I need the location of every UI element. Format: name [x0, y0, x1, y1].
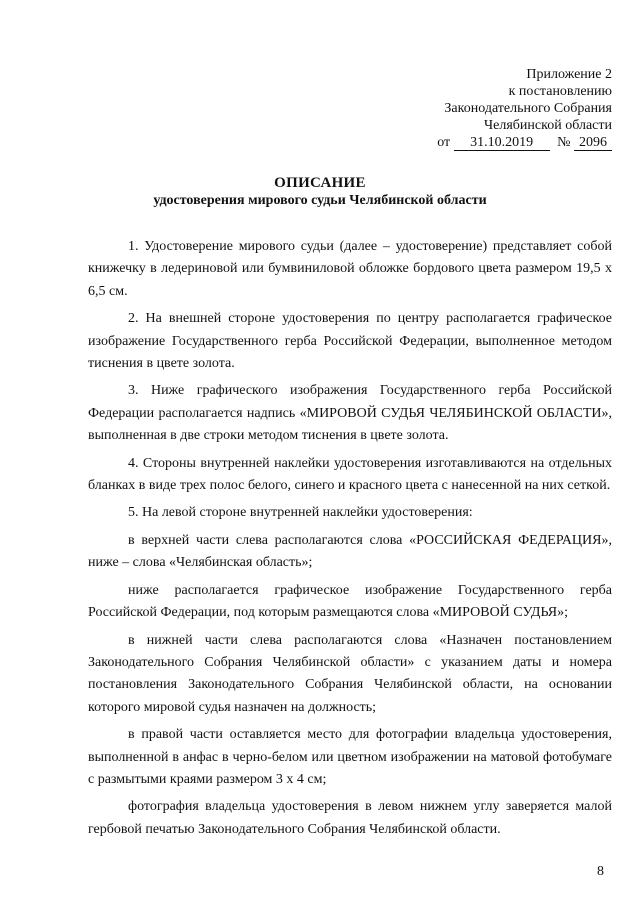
- paragraph-2: 2. На внешней стороне удостоверения по центру располагается графическое изображение Государственного герба Российской Федерации, выполненное методом тиснения в цвете золота.: [88, 311, 612, 372]
- paragraph-7: ниже располагается графическое изображение Государственного герба Российской Федерации, под которым размещаются слова «МИРОВОЙ СУДЬЯ»;: [88, 582, 612, 621]
- date-prefix: от: [437, 135, 451, 150]
- resolution-date: 31.10.2019: [454, 136, 550, 151]
- appendix-line-1: Приложение 2: [526, 67, 612, 82]
- paragraph-6: в верхней части слева располагаются слова «РОССИЙСКАЯ ФЕДЕРАЦИЯ», ниже – слова «Челябинская область»;: [88, 532, 612, 571]
- appendix-header: [392, 66, 612, 151]
- document-subtitle: удостоверения мирового судьи Челябинской области: [153, 193, 487, 208]
- resolution-date-line: [392, 134, 612, 151]
- paragraph-5: 5. На левой стороне внутренней наклейки удостоверения:: [128, 505, 473, 521]
- paragraph-3: 3. Ниже графического изображения Государственного герба Российской Федерации располагается надпись «МИРОВОЙ СУДЬЯ ЧЕЛЯБИНСКОЙ ОБЛАСТИ», выполненная в две строки методом тиснения в цвете золота.: [88, 383, 612, 444]
- paragraph-10: фотография владельца удостоверения в левом нижнем углу заверяется малой гербовой печатью Законодательного Собрания Челябинской области.: [88, 799, 612, 837]
- appendix-line-4: Челябинской области: [484, 118, 612, 133]
- paragraph-9: в правой части оставляется место для фотографии владельца удостоверения, выполненной в анфас в черно-белом или цветном изображении на матовой фотобумаге с размытыми краями размером 3 х 4 см;: [88, 727, 612, 787]
- document-body: [88, 236, 612, 846]
- appendix-line-2: к постановлению: [508, 84, 612, 99]
- document-title: ОПИСАНИЕ: [274, 175, 366, 191]
- paragraph-1: 1. Удостоверение мирового судьи (далее – удостоверение) представляет собой книжечку в ледериновой или бумвиниловой обложке бордового цвета размером 19,5 х 6,5 см.: [88, 239, 612, 299]
- page-number: 8: [597, 864, 604, 879]
- number-sign: №: [557, 135, 571, 150]
- appendix-line-3: Законодательного Собрания: [444, 101, 612, 116]
- resolution-number: 2096: [574, 136, 612, 151]
- paragraph-4: 4. Стороны внутренней наклейки удостоверения изготавливаются на отдельных бланках в виде трех полос белого, синего и красного цвета с нанесенной на них сеткой.: [88, 455, 612, 494]
- paragraph-8: в нижней части слева располагаются слова «Назначен постановлением Законодательного Собрания Челябинской области» с указанием даты и номера постановления Законодательного Собрания Челябинской области, на основании которого мировой судья назначен на должность;: [88, 632, 612, 715]
